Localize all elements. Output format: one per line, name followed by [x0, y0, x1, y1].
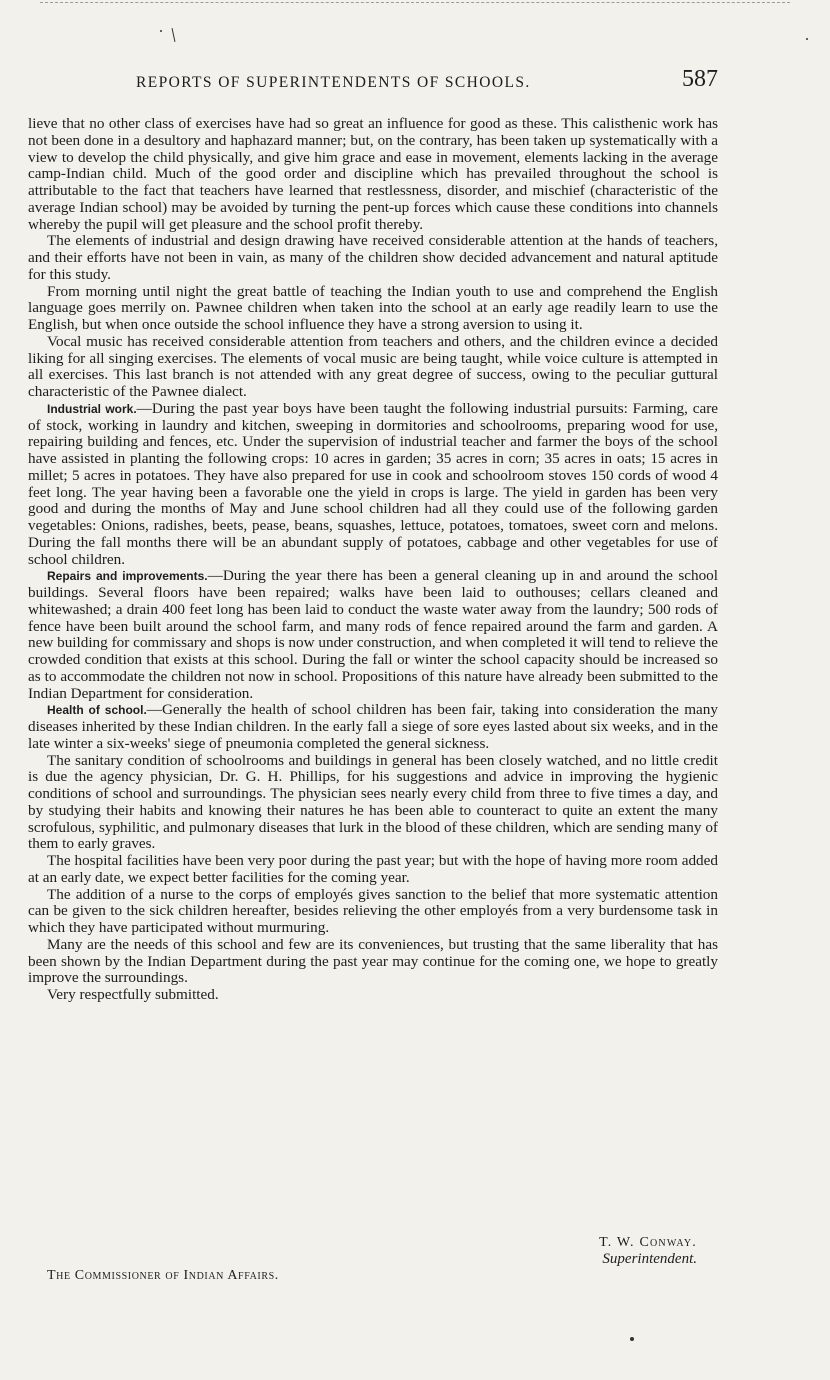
- section-repairs: Repairs and improvements.—During the year there has been a general cleaning up in and around the school buildings. Several floors have been repaired; walks have been laid to outhouses; cellars cleaned and whitewashed; a drain 400 feet long has been laid to conduct the waste water away from the laundry; 500 rods of fence have been built around the school farm, and many rods of fence repaired around the farm and garden. A new building for commissary and shops is now under construction, and when completed it will tend to relieve the crowded condition that exists at this school. During the fall or winter the school capacity should be increased so as to accommodate the children not now in school. Propositions of this nature have already been submitted to the Indian Department for consideration.: [28, 567, 718, 702]
- section-health: Health of school.—Generally the health of school children has been fair, taking into consideration the many diseases inherited by these Indian children. In the early fall a siege of sore eyes lasted about six weeks, and in the late winter a six-weeks' siege of pneumonia completed the general sickness.: [28, 701, 718, 752]
- body-paragraph: From morning until night the great battle of teaching the Indian youth to use and comprehend the English language goes merrily on. Pawnee children when taken into the school at an early age readily learn to use the English, but when once outside the school influence they have a strong aversion to using it.: [28, 282, 718, 333]
- top-edge-rule: [40, 2, 790, 5]
- addressee: The Commissioner of Indian Affairs.: [47, 1268, 279, 1283]
- body-paragraph: lieve that no other class of exercises have had so great an influence for good as these. This calisthenic work has not been done in a desultory and haphazard manner; but, on the contrary, has been taken up systematically with a view to develop the child physically, and give him grace and ease in movement, elements lacking in the average camp-Indian child. Much of the good order and discipline which has prevailed throughout the school is attributable to the fact that teachers have learned that restlessness, disorder, and mischief (characteristic of the average Indian school) may be avoided by turning the pent-up forces which cause these conditions into channels whereby the pupil will get pleasure and the school profit thereby.: [28, 115, 718, 233]
- section-heading: Repairs and improvements.: [47, 569, 208, 584]
- ink-speck: [630, 1337, 634, 1341]
- page-header: [28, 68, 718, 104]
- body-paragraph: The sanitary condition of schoolrooms and buildings in general has been closely watched, and no little credit is due the agency physician, Dr. G. H. Phillips, for his suggestions and advice in improving the hygienic conditions of school and surroundings. The physician sees nearly every child from three to five times a day, and by studying their habits and knowing their natures he has been able to counteract to quite an extent the many scrofulous, syphilitic, and pulmonary diseases that lurk in the blood of these children, which are sending many of them to early graves.: [28, 751, 718, 853]
- signature-title: Superintendent.: [602, 1251, 697, 1267]
- page-number: 587: [682, 66, 718, 92]
- body-paragraph: The elements of industrial and design drawing have received considerable attention at the hands of teachers, and their efforts have not been in vain, as many of the children show decided advancement and natural aptitude for this study.: [28, 232, 718, 283]
- ink-speck: [172, 28, 176, 42]
- section-heading: Industrial work.: [47, 401, 137, 416]
- signature-name: T. W. Conway.: [599, 1235, 697, 1250]
- body-paragraph: Vocal music has received considerable attention from teachers and others, and the children evince a decided liking for all singing exercises. The elements of vocal music are being taught, while voice culture is attempted in all exercises. This last branch is not attended with any great degree of success, owing to the peculiar guttural characteristic of the Pawnee dialect.: [28, 332, 718, 400]
- closing-line: Very respectfully submitted.: [47, 986, 219, 1003]
- ink-speck: [806, 38, 808, 40]
- body-paragraph: The addition of a nurse to the corps of employés gives sanction to the belief that more systematic attention can be given to the sick children hereafter, besides relieving the other employés from a very burdensome task in which they have participated without murmuring.: [28, 885, 718, 936]
- body-paragraph: Many are the needs of this school and few are its conveniences, but trusting that the same liberality that has been shown by the Indian Department during the past year may continue for the coming one, we hope to greatly improve the surroundings.: [28, 935, 718, 987]
- section-heading: Health of school.: [47, 703, 147, 718]
- body-paragraph: The hospital facilities have been very poor during the past year; but with the hope of having more room added at an early date, we expect better facilities for the coming year.: [28, 852, 718, 886]
- ink-speck: [160, 30, 162, 32]
- report-body: [28, 116, 718, 1004]
- running-head: REPORTS OF SUPERINTENDENTS OF SCHOOLS.: [136, 74, 531, 91]
- section-industrial-work: Industrial work.—During the past year boys have been taught the following industrial pursuits: Farming, care of stock, working in laundry and kitchen, sweeping in dormitories and schoolrooms, preparing wood for use, repairing building and fences, etc. Under the supervision of industrial teacher and farmer the boys of the school have assisted in planting the following crops: 10 acres in garden; 35 acres in corn; 35 acres in oats; 15 acres in millet; 5 acres in potatoes. They have also prepared for use in cook and schoolroom stoves 150 cords of wood 4 feet long. The year having been a favorable one the yield in crops is large. The yield in garden has been very good and during the months of May and June school children had all they could use of the following garden vegetables: Onions, radishes, beets, pease, beans, squashes, lettuce, potatoes, tomatoes, sweet corn and melons. During the fall months there will be an abundant supply of potatoes, cabbage and other vegetables for use of school children.: [28, 399, 718, 568]
